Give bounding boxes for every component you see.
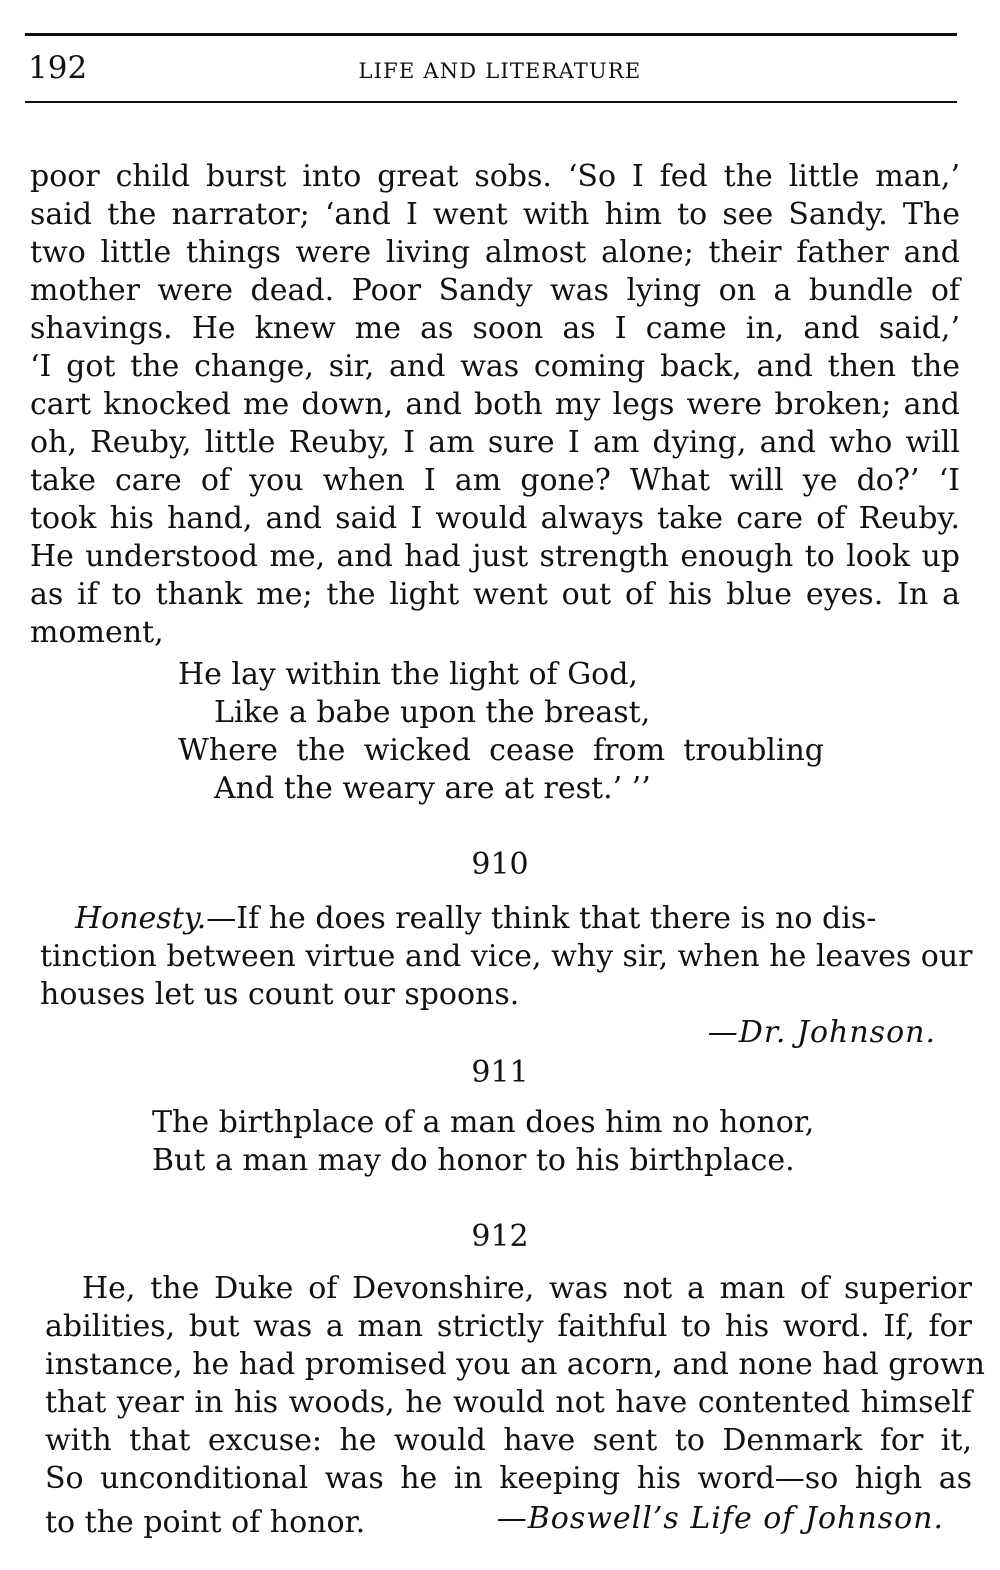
verse-line: Like a babe upon the breast, [214, 695, 651, 730]
header-top-rule [25, 33, 957, 36]
entry-912-attribution: —Boswell’s Life of Johnson. [496, 1501, 944, 1536]
story-line: as if to thank me; the light went out of his blue eyes. In a [30, 577, 960, 612]
story-line: poor child burst into great sobs. ‘So I fed the little man,’ [30, 159, 960, 194]
story-line: moment, [30, 615, 164, 650]
entry-910-attribution: —Dr. Johnson. [707, 1015, 936, 1050]
story-line: He understood me, and had just strength enough to look up [30, 539, 960, 574]
entry-912-line: He, the Duke of Devonshire, was not a man of superior [82, 1271, 972, 1306]
story-line: mother were dead. Poor Sandy was lying on a bundle of [30, 273, 960, 308]
entry-912-line: So unconditional was he in keeping his word—so high as [45, 1461, 972, 1496]
verse-line: Where the wicked cease from troubling [178, 733, 824, 768]
entry-912-line: to the point of honor. [45, 1505, 366, 1540]
story-line: oh, Reuby, little Reuby, I am sure I am dying, and who will [30, 425, 960, 460]
verse-line: And the weary are at rest.’ ’’ [214, 771, 651, 806]
story-line: two little things were living almost alone; their father and [30, 235, 960, 270]
story-line: ‘I got the change, sir, and was coming back, and then the [30, 349, 960, 384]
entry-912-line: with that excuse: he would have sent to Denmark for it, [45, 1423, 972, 1458]
entry-911-line: But a man may do honor to his birthplace. [152, 1143, 795, 1178]
entry-912-line: abilities, but was a man strictly faithful to his word. If, for [45, 1309, 972, 1344]
entry-912-line: instance, he had promised you an acorn, and none had grown [45, 1347, 985, 1382]
entry-910-lead: Honesty. [75, 901, 207, 936]
running-title: LIFE AND LITERATURE [358, 59, 642, 83]
entry-910-line [75, 900, 876, 938]
entry-number-910: 910 [471, 847, 529, 882]
story-line: cart knocked me down, and both my legs were broken; and [30, 387, 960, 422]
entry-910-line: houses let us count our spoons. [40, 977, 520, 1012]
entry-912-line: that year in his woods, he would not have contented himself [45, 1385, 972, 1420]
page-number: 192 [28, 50, 88, 86]
story-line: take care of you when I am gone? What will ye do?’ ‘I [30, 463, 960, 498]
entry-number-911: 911 [471, 1055, 529, 1090]
header-bottom-rule [25, 101, 957, 103]
entry-910-line1-rest: —If he does really think that there is no dis- [206, 901, 877, 936]
story-line: shavings. He knew me as soon as I came in, and said,’ [30, 311, 960, 346]
story-line: said the narrator; ‘and I went with him to see Sandy. The [30, 197, 960, 232]
story-line: took his hand, and said I would always take care of Reuby. [30, 501, 960, 536]
verse-line: He lay within the light of God, [178, 657, 638, 692]
entry-910-line: tinction between virtue and vice, why sir, when he leaves our [40, 939, 973, 974]
entry-911-line: The birthplace of a man does him no honor, [152, 1105, 815, 1140]
entry-number-912: 912 [471, 1219, 529, 1254]
